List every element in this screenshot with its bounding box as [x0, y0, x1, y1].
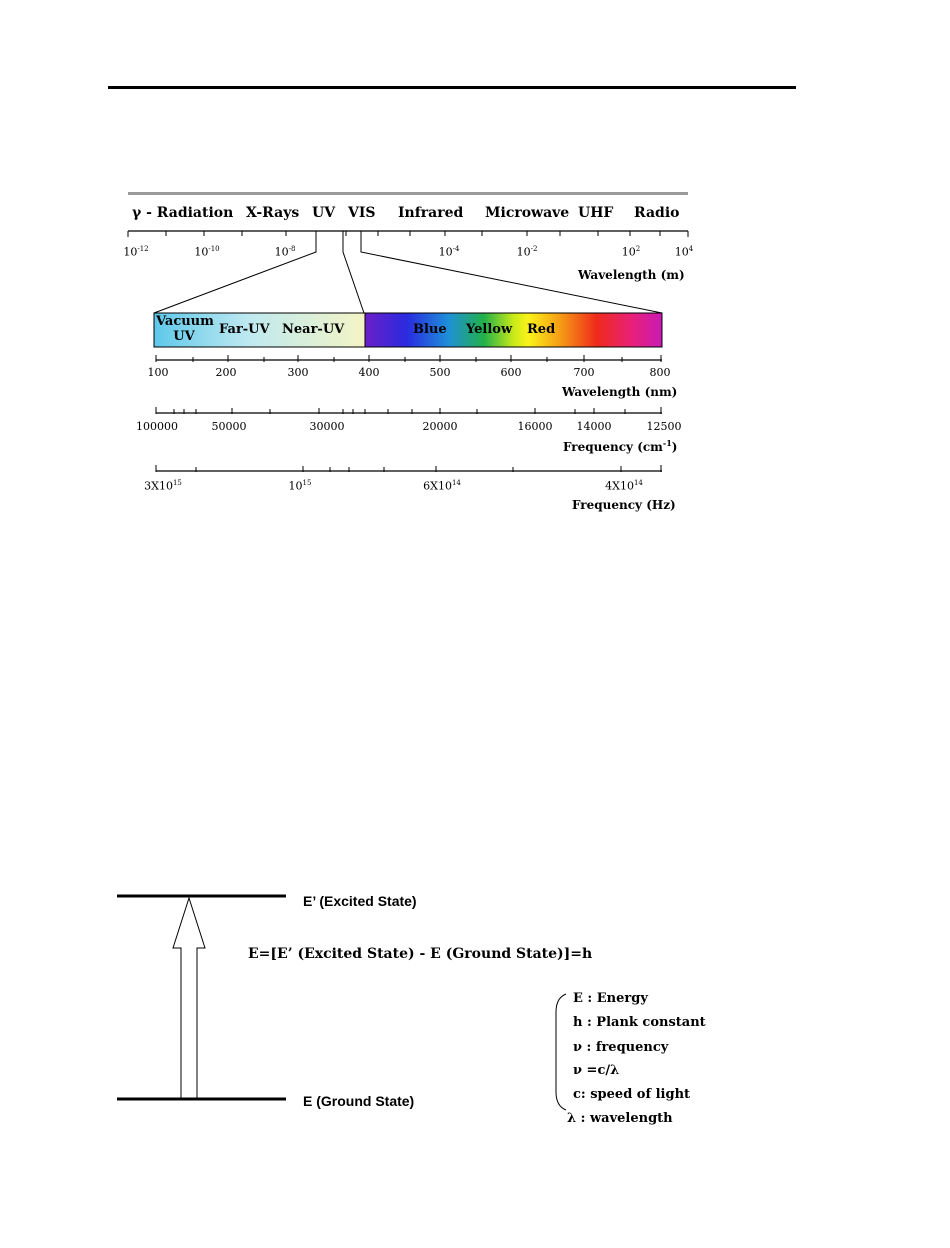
frequency-cm-tick-label: 16000: [517, 420, 553, 433]
wavelength-nm-tick-label: 800: [649, 366, 671, 379]
frequency-hz-tick-label: $3X10^{15}$: [144, 479, 182, 493]
region-uhf: UHF: [578, 205, 614, 221]
region-gamma-radiation: γ - Radiation: [132, 205, 234, 221]
ground-state-label: E (Ground State): [303, 1093, 415, 1109]
band-label-far-uv: Far-UV: [219, 322, 270, 337]
region-x-rays: X-Rays: [246, 205, 300, 221]
energy-equation: E=[E’ (Excited State) - E (Ground State)]=h: [248, 946, 593, 962]
frequency-cm-tick-label: 100000: [136, 420, 178, 433]
band-label-blue: Blue: [413, 322, 447, 337]
region-uv: UV: [312, 205, 336, 221]
wavelength-nm-tick-label: 500: [429, 366, 451, 379]
excited-state-label: E’ (Excited State): [303, 893, 417, 909]
band-label-red: Red: [527, 322, 556, 337]
wavelength-nm-tick-label: 700: [573, 366, 595, 379]
wavelength-nm-tick-label: 100: [147, 366, 169, 379]
frequency-hz-tick-label: $6X10^{14}$: [423, 479, 461, 493]
wavelength-m-tick-label: $10^{-10}$: [194, 245, 220, 259]
frequency-cm-tick-label: 30000: [309, 420, 345, 433]
frequency-hz-tick-label: $4X10^{14}$: [605, 479, 643, 493]
frequency-cm-tick-label: 12500: [646, 420, 682, 433]
frequency-cm-axis-title: Frequency $(cm^{-1})$: [563, 438, 678, 454]
legend-item: ν =c/λ: [573, 1063, 620, 1078]
wavelength-nm-tick-label: 400: [358, 366, 380, 379]
wavelength-m-tick-label: $10^{-8}$: [274, 245, 296, 259]
frequency-cm-tick-label: 50000: [211, 420, 247, 433]
region-radio: Radio: [634, 205, 680, 221]
legend-brace: [556, 994, 566, 1110]
wavelength-nm-tick-label: 600: [500, 366, 522, 379]
wavelength-nm-axis-title: Wavelength (nm): [562, 385, 678, 399]
band-label-near-uv: Near-UV: [282, 322, 345, 337]
legend-item: h : Plank constant: [573, 1015, 706, 1030]
legend-item: λ : wavelength: [567, 1111, 673, 1126]
frequency-cm-tick-label: 20000: [422, 420, 458, 433]
legend-item: E : Energy: [573, 991, 648, 1006]
band-label-yellow: Yellow: [466, 322, 513, 337]
legend-item: ν : frequency: [573, 1040, 669, 1055]
region-microwave: Microwave: [485, 205, 570, 221]
frequency-cm-tick-label: 14000: [576, 420, 612, 433]
wavelength-m-axis-title: Wavelength (m): [578, 268, 685, 282]
excitation-arrow: [173, 898, 205, 1098]
frequency-hz-tick-label: $10^{15}$: [288, 479, 312, 493]
region-vis: VIS: [348, 205, 376, 221]
region-infrared: Infrared: [398, 205, 464, 221]
frequency-hz-axis-title: Frequency (Hz): [572, 498, 676, 512]
wavelength-nm-tick-label: 300: [287, 366, 309, 379]
wavelength-nm-tick-label: 200: [215, 366, 237, 379]
band-label-vacuum-uv: Vacuum UV: [156, 314, 214, 344]
legend-item: c: speed of light: [573, 1087, 691, 1102]
wavelength-m-tick-label: $10^2$: [621, 245, 641, 259]
wavelength-m-tick-label: $10^{-2}$: [516, 245, 538, 259]
wavelength-m-tick-label: $10^4$: [674, 245, 694, 259]
wavelength-m-tick-label: $10^{-12}$: [123, 245, 149, 259]
wavelength-m-tick-label: $10^{-4}$: [438, 245, 460, 259]
